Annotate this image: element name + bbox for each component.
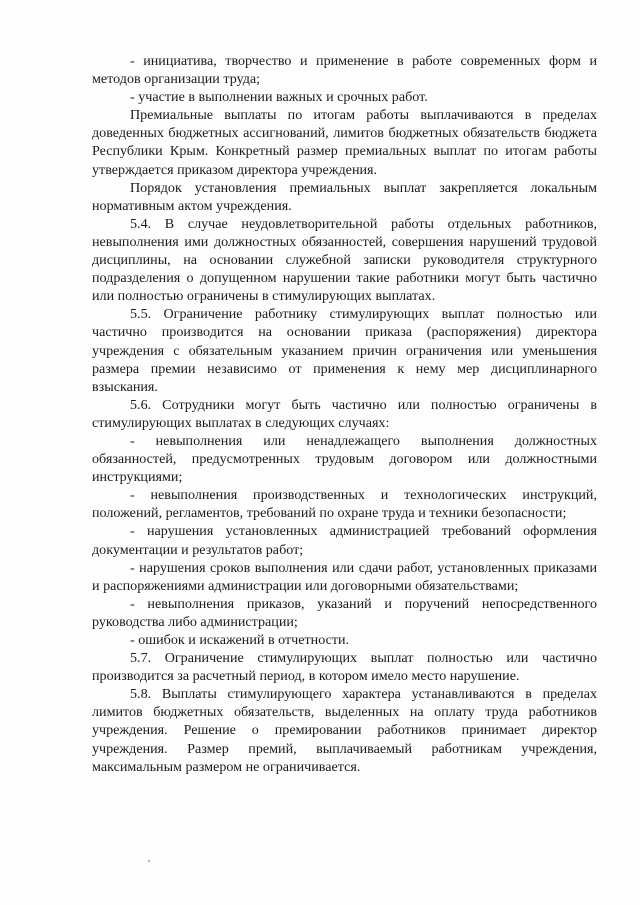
paragraph-bullet-instructions: - невыполнения производственных и технологических инструкций, положений, регламентов, требований по охране труда и техники безопасности; — [92, 487, 597, 522]
paragraph-bullet-reporting-errors: - ошибок и искажений в отчетности. — [130, 632, 350, 648]
paragraph-5-8: 5.8. Выплаты стимулирующего характера устанавливаются в пределах лимитов бюджетных обязательств, выделенных на оплату труда работников учреждения. Решение о премировании работников принимает директор учреждения. Размер премий, выплачиваемый работникам учреждения, максимальным размером не ограничивается. — [92, 686, 597, 775]
scan-speck — [148, 860, 150, 862]
paragraph-bonus-procedure: Порядок установления премиальных выплат закрепляется локальным нормативным актом учреждения. — [92, 179, 597, 214]
paragraph-bullet-deadlines: - нарушения сроков выполнения или сдачи работ, установленных приказами и распоряжениями администрации или договорными обязательствами; — [92, 559, 597, 594]
paragraph-5-6: 5.6. Сотрудники могут быть частично или полностью ограничены в стимулирующих выплатах в следующих случаях: — [92, 396, 597, 431]
paragraph-bonus-payments: Премиальные выплаты по итогам работы выплачиваются в пределах доведенных бюджетных ассигнований, лимитов бюджетных обязательств бюджета Республики Крым. Конкретный размер премиальных выплат по итогам работы утверждается приказом директора учреждения. — [92, 107, 597, 178]
paragraph-bullet-initiative: - инициатива, творчество и применение в работе современных форм и методов организации труда; — [92, 53, 597, 88]
paragraph-5-4: 5.4. В случае неудовлетворительной работы отдельных работников, невыполнения ими должностных обязанностей, совершения нарушений трудовой дисциплины, на основании служебной записки руководителя структурного подразделения о допущенном нарушении такие работники могут быть частично или полностью ограничены в стимулирующих выплатах. — [92, 215, 597, 305]
paragraph-bullet-duties: - невыполнения или ненадлежащего выполнения должностных обязанностей, предусмотренных трудовым договором или должностными инструкциями; — [92, 432, 597, 486]
paragraph-5-5: 5.5. Ограничение работнику стимулирующих выплат полностью или частично производится на основании приказа (распоряжения) директора учреждения с обязательным указанием причин ограничения или уменьшения размера премии независимо от применения к нему мер дисциплинарного взыскания. — [92, 306, 597, 395]
paragraph-5-7: 5.7. Ограничение стимулирующих выплат полностью или частично производится за расчетный период, в котором имело место нарушение. — [92, 650, 597, 685]
paragraph-bullet-urgent-work: - участие в выполнении важных и срочных работ. — [130, 89, 428, 106]
document-body — [92, 52, 597, 776]
paragraph-bullet-orders: - невыполнения приказов, указаний и поручений непосредственного руководства либо администрации; — [92, 595, 597, 630]
paragraph-bullet-documentation: - нарушения установленных администрацией требований оформления документации и результатов работ; — [92, 523, 597, 558]
